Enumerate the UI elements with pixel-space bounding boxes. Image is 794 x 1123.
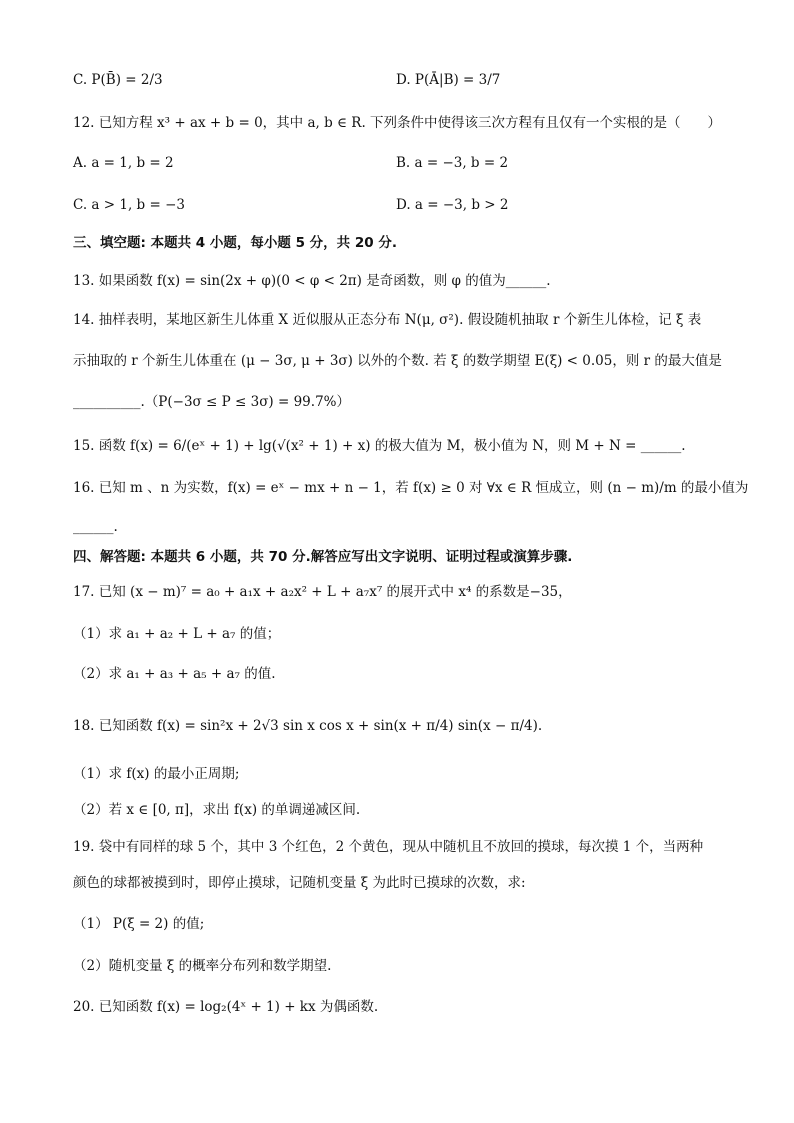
question-17-part-2: （2）求 a₁ + a₃ + a₅ + a₇ 的值. — [73, 666, 276, 682]
question-12: 12. 已知方程 x³ + ax + b = 0，其中 a, b ∈ R. 下列条件中使得该三次方程有且仅有一个实根的是（ ） — [73, 115, 722, 131]
question-19-line-1: 19. 袋中有同样的球 5 个，其中 3 个红色，2 个黄色，现从中随机且不放回的摸球，每次摸 1 个，当两种 — [73, 839, 704, 855]
question-18-part-1: （1）求 f(x) 的最小正周期; — [73, 766, 240, 782]
question-15: 15. 函数 f(x) = 6/(eˣ + 1) + lg(√(x² + 1) + x) 的极大值为 M，极小值为 N，则 M + N = ______. — [73, 438, 686, 454]
question-18-part-2: （2）若 x ∈ [0, π]，求出 f(x) 的单调递减区间. — [73, 802, 361, 818]
option-q12-c: C. a > 1, b = −3 — [73, 197, 185, 213]
question-20: 20. 已知函数 f(x) = log₂(4ˣ + 1) + kx 为偶函数. — [73, 999, 379, 1015]
question-16-line-1: 16. 已知 m 、n 为实数，f(x) = eˣ − mx + n − 1，若 f(x) ≥ 0 对 ∀x ∈ R 恒成立，则 (n − m)/m 的最小值为 — [73, 480, 749, 496]
question-14-line-1: 14. 抽样表明，某地区新生儿体重 X 近似服从正态分布 N(μ, σ²). 假设随机抽取 r 个新生儿体检，记 ξ 表 — [73, 312, 702, 328]
option-q11-d: D. P(Ā|B) = 3/7 — [396, 72, 501, 88]
option-q12-a: A. a = 1, b = 2 — [73, 155, 174, 171]
question-19-part-2: （2）随机变量 ξ 的概率分布列和数学期望. — [73, 958, 332, 974]
option-q12-d: D. a = −3, b > 2 — [396, 197, 509, 213]
question-19-line-2: 颜色的球都被摸到时，即停止摸球，记随机变量 ξ 为此时已摸球的次数，求: — [73, 875, 526, 891]
option-q11-c: C. P(B̄) = 2/3 — [73, 72, 163, 88]
section-heading-solutions: 四、解答题: 本题共 6 小题，共 70 分.解答应写出文字说明、证明过程或演算步骤. — [73, 549, 573, 565]
question-19-part-1: （1） P(ξ = 2) 的值; — [73, 916, 205, 932]
question-17-part-1: （1）求 a₁ + a₂ + L + a₇ 的值； — [73, 626, 281, 642]
question-14-line-2: 示抽取的 r 个新生儿体重在 (μ − 3σ, μ + 3σ) 以外的个数. 若 ξ 的数学期望 E(ξ) < 0.05，则 r 的最大值是 — [73, 353, 722, 369]
question-16-line-2: ______. — [73, 519, 118, 535]
section-heading-fill-in: 三、填空题: 本题共 4 小题，每小题 5 分，共 20 分. — [73, 235, 397, 251]
question-14-line-3: __________.（P(−3σ ≤ P ≤ 3σ) = 99.7%） — [73, 394, 350, 410]
question-17: 17. 已知 (x − m)⁷ = a₀ + a₁x + a₂x² + L + a₇x⁷ 的展开式中 x⁴ 的系数是−35， — [73, 584, 572, 600]
question-13: 13. 如果函数 f(x) = sin(2x + φ)(0 < φ < 2π) 是奇函数，则 φ 的值为______. — [73, 273, 551, 289]
question-18: 18. 已知函数 f(x) = sin²x + 2√3 sin x cos x + sin(x + π/4) sin(x − π/4). — [73, 718, 543, 734]
option-q12-b: B. a = −3, b = 2 — [396, 155, 509, 171]
